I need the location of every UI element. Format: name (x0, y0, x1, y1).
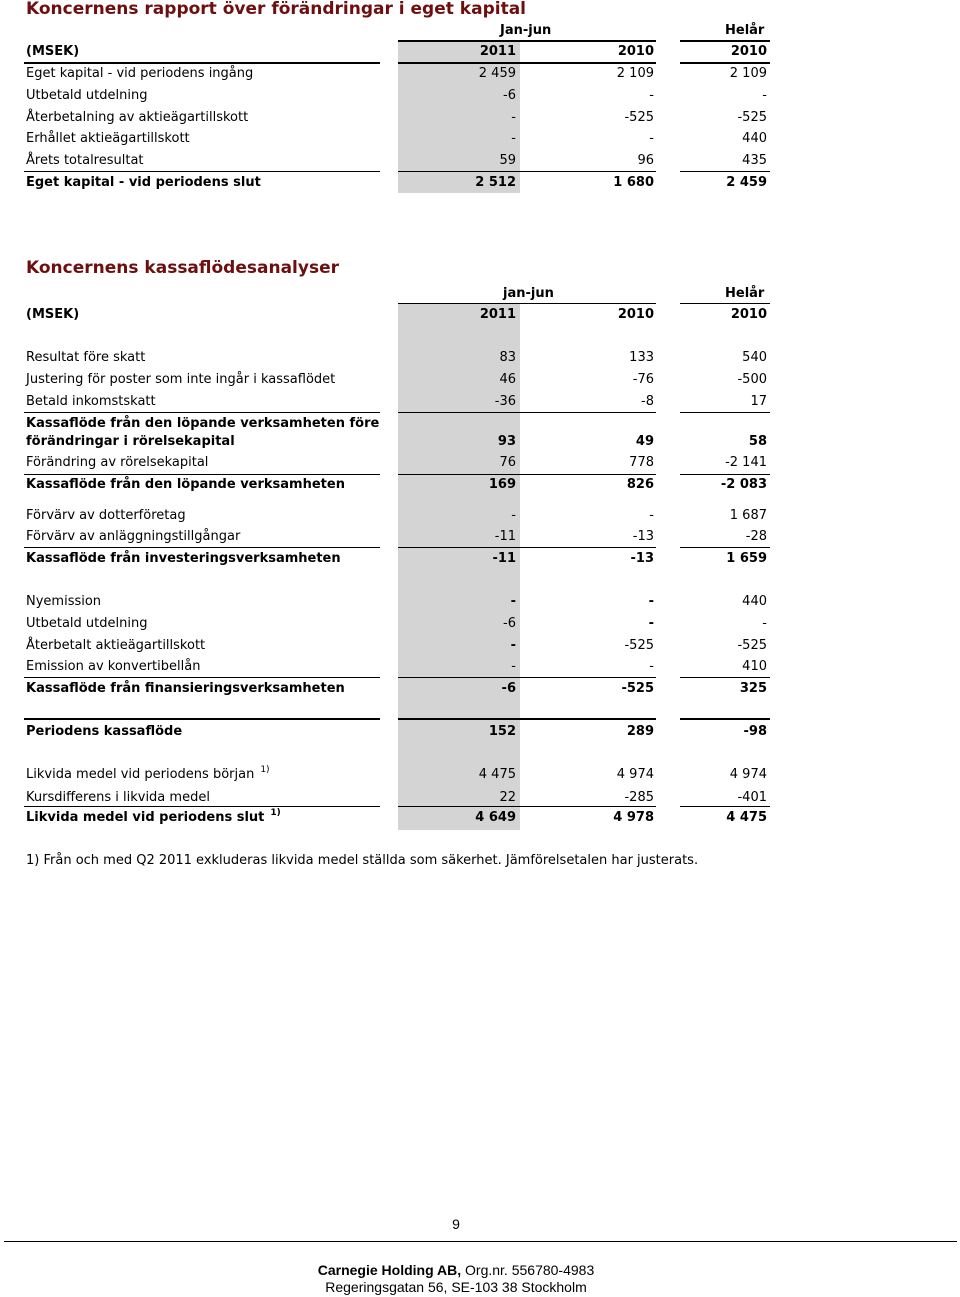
row-label-text: Justering för poster som inte ingår i kassaflödet (26, 372, 336, 387)
value-full-year: 410 (742, 659, 767, 674)
divider (680, 303, 770, 304)
row-label-text: Eget kapital - vid periodens ingång (26, 66, 254, 81)
cashflow-unit-label: (MSEK) (26, 307, 80, 322)
row-label (26, 350, 145, 365)
value-2010: -525 (624, 638, 654, 653)
value-full-year: - (762, 88, 767, 103)
value-2011: -6 (501, 681, 516, 696)
value-full-year: -2 083 (720, 477, 767, 492)
value-2010: 778 (629, 455, 654, 470)
row-label-text: Årets totalresultat (26, 153, 144, 168)
value-full-year: -500 (737, 372, 767, 387)
value-2010: 133 (629, 350, 654, 365)
cashflow-col-full: 2010 (730, 307, 767, 322)
value-2010: -285 (624, 790, 654, 805)
value-2011: 46 (499, 372, 516, 387)
divider (680, 547, 770, 548)
value-full-year: - (762, 616, 767, 631)
value-2010: - (649, 508, 654, 523)
value-2010: -525 (621, 681, 654, 696)
row-label (26, 88, 147, 103)
value-2010: - (649, 88, 654, 103)
divider (398, 40, 656, 42)
value-2011: - (510, 594, 516, 609)
value-2010: -8 (641, 394, 654, 409)
value-2011: -11 (494, 529, 516, 544)
value-2011: 83 (499, 350, 516, 365)
divider (398, 806, 656, 807)
value-2010: -525 (624, 110, 654, 125)
divider (24, 62, 380, 64)
value-full-year: 58 (748, 434, 767, 449)
value-full-year: 4 475 (726, 810, 767, 825)
value-full-year: 540 (742, 350, 767, 365)
row-label (26, 790, 210, 805)
row-label (26, 594, 101, 609)
divider (680, 474, 770, 475)
row-label-text: Utbetald utdelning (26, 88, 148, 103)
equity-col-2010: 2010 (617, 44, 654, 59)
value-2010: 826 (626, 477, 654, 492)
value-full-year: 1 659 (726, 551, 767, 566)
row-label (26, 175, 261, 190)
value-2011: - (511, 110, 516, 125)
value-2011: -36 (494, 394, 516, 409)
divider (24, 474, 380, 475)
value-2010: - (648, 594, 654, 609)
cashflow-period-header: jan-jun (503, 286, 554, 301)
cashflow-title: Koncernens kassaflödesanalyser (26, 258, 339, 278)
row-label-text: Kassaflöde från investeringsverksamheten (26, 551, 341, 566)
value-2011: 169 (488, 477, 516, 492)
row-label (26, 529, 240, 544)
value-2010: 4 978 (613, 810, 654, 825)
value-2011: - (510, 638, 516, 653)
row-label (26, 110, 248, 125)
value-full-year: -2 141 (725, 455, 767, 470)
row-label-text: Kassaflöde från finansieringsverksamheten (26, 681, 345, 696)
value-2010: -13 (632, 529, 654, 544)
divider (24, 171, 380, 172)
page-number: 9 (452, 1216, 460, 1232)
divider (398, 474, 656, 475)
row-label-text: Kursdifferens i likvida medel (26, 790, 210, 805)
divider (24, 412, 380, 413)
value-full-year: 2 109 (729, 66, 767, 81)
row-label-text: Periodens kassaflöde (26, 724, 183, 739)
divider (680, 718, 770, 720)
divider (680, 677, 770, 678)
value-2011: 4 475 (478, 767, 516, 782)
cashflow-col-2010: 2010 (617, 307, 654, 322)
value-2010: 289 (626, 724, 654, 739)
value-2010: - (649, 131, 654, 146)
value-2010: - (648, 616, 654, 631)
divider (24, 547, 380, 548)
divider (24, 806, 380, 807)
value-full-year: 435 (742, 153, 767, 168)
value-2011: -6 (503, 616, 516, 631)
divider (680, 806, 770, 807)
value-full-year: -28 (745, 529, 767, 544)
value-2010: 4 974 (616, 767, 654, 782)
footer-company: Carnegie Holding AB, (317, 1262, 462, 1278)
value-2010: 1 680 (613, 175, 654, 190)
equity-year-header: Helår (725, 23, 765, 38)
value-full-year: 440 (742, 594, 767, 609)
row-label-text: Återbetalning av aktieägartillskott (26, 110, 249, 125)
value-full-year: 17 (750, 394, 767, 409)
row-label-text: Resultat före skatt (26, 350, 146, 365)
footer-divider (4, 1241, 957, 1242)
row-label-text: Betald inkomstskatt (26, 394, 156, 409)
equity-unit-label: (MSEK) (26, 44, 80, 59)
divider (398, 303, 656, 304)
value-full-year: -98 (743, 724, 767, 739)
row-label-text: Förvärv av anläggningstillgångar (26, 529, 241, 544)
value-2010: -13 (630, 551, 654, 566)
value-2011: -6 (503, 88, 516, 103)
footer-org: Org.nr. 556780-4983 (461, 1262, 595, 1278)
row-label-text: Emission av konvertibellån (26, 659, 201, 674)
value-full-year: 4 974 (729, 767, 767, 782)
value-2010: 49 (635, 434, 654, 449)
value-full-year: 325 (739, 681, 767, 696)
divider (24, 677, 380, 678)
row-label-continued: förändringar i rörelsekapital (26, 434, 235, 449)
divider (680, 171, 770, 172)
row-label (26, 767, 270, 782)
value-2010: -76 (632, 372, 654, 387)
value-2011: 4 649 (475, 810, 516, 825)
row-label-text: Förändring av rörelsekapital (26, 455, 209, 470)
row-label-text: Förvärv av dotterföretag (26, 508, 186, 523)
value-2010: 96 (637, 153, 654, 168)
value-full-year: 440 (742, 131, 767, 146)
row-label-text: Likvida medel vid periodens början (26, 767, 255, 782)
divider (398, 677, 656, 678)
row-label (26, 638, 205, 653)
value-2011: 59 (499, 153, 516, 168)
divider (680, 412, 770, 413)
divider (398, 718, 656, 720)
value-2011: -11 (492, 551, 516, 566)
row-label (26, 551, 341, 566)
value-2011: 152 (488, 724, 516, 739)
equity-period-header: Jan-jun (500, 23, 552, 38)
row-label (26, 394, 156, 409)
row-label (26, 66, 253, 81)
row-label (26, 724, 182, 739)
row-label-text: Erhållet aktieägartillskott (26, 131, 190, 146)
value-2011: - (511, 659, 516, 674)
row-label (26, 153, 144, 168)
divider (398, 171, 656, 172)
divider (398, 412, 656, 413)
row-label-text: Nyemission (26, 594, 102, 609)
row-label (26, 810, 281, 825)
value-2011: 76 (499, 455, 516, 470)
footnote: 1) Från och med Q2 2011 exkluderas likvida medel ställda som säkerhet. Jämförelsetalen har justerats. (26, 853, 699, 868)
equity-col-full: 2010 (730, 44, 767, 59)
value-2011: - (511, 508, 516, 523)
row-label-text: Återbetalt aktieägartillskott (26, 638, 206, 653)
value-full-year: -401 (737, 790, 767, 805)
cashflow-year-header: Helår (725, 286, 765, 301)
divider (680, 40, 770, 42)
divider (680, 62, 770, 64)
divider (24, 718, 380, 720)
row-label (26, 616, 147, 631)
row-label (26, 659, 200, 674)
row-label (26, 455, 208, 470)
row-label (26, 508, 186, 523)
row-label-text: Eget kapital - vid periodens slut (26, 175, 261, 190)
divider (398, 62, 656, 64)
row-label-text: Utbetald utdelning (26, 616, 148, 631)
row-label-text: Kassaflöde från den löpande verksamheten före (26, 416, 380, 431)
row-label (26, 681, 345, 696)
value-2010: 2 109 (616, 66, 654, 81)
value-2011: 2 459 (478, 66, 516, 81)
footnote-marker: 1) (270, 808, 281, 818)
row-label-text: Likvida medel vid periodens slut (26, 810, 265, 825)
footer-company-line (0, 1262, 912, 1278)
row-label-text: Kassaflöde från den löpande verksamheten (26, 477, 345, 492)
row-label (26, 416, 379, 431)
value-full-year: -525 (737, 110, 767, 125)
value-full-year: 2 459 (726, 175, 767, 190)
equity-title: Koncernens rapport över förändringar i eget kapital (26, 0, 526, 19)
value-full-year: -525 (737, 638, 767, 653)
value-2011: 22 (499, 790, 516, 805)
row-label (26, 372, 335, 387)
row-label (26, 477, 345, 492)
value-2011: - (511, 131, 516, 146)
footer-address: Regeringsgatan 56, SE-103 38 Stockholm (325, 1279, 587, 1295)
equity-col-2011: 2011 (479, 44, 516, 59)
value-2011: 93 (497, 434, 516, 449)
value-full-year: 1 687 (729, 508, 767, 523)
footnote-marker: 1) (260, 765, 270, 775)
divider (398, 547, 656, 548)
value-2010: - (649, 659, 654, 674)
cashflow-col-2011: 2011 (479, 307, 516, 322)
row-label (26, 131, 190, 146)
value-2011: 2 512 (475, 175, 516, 190)
